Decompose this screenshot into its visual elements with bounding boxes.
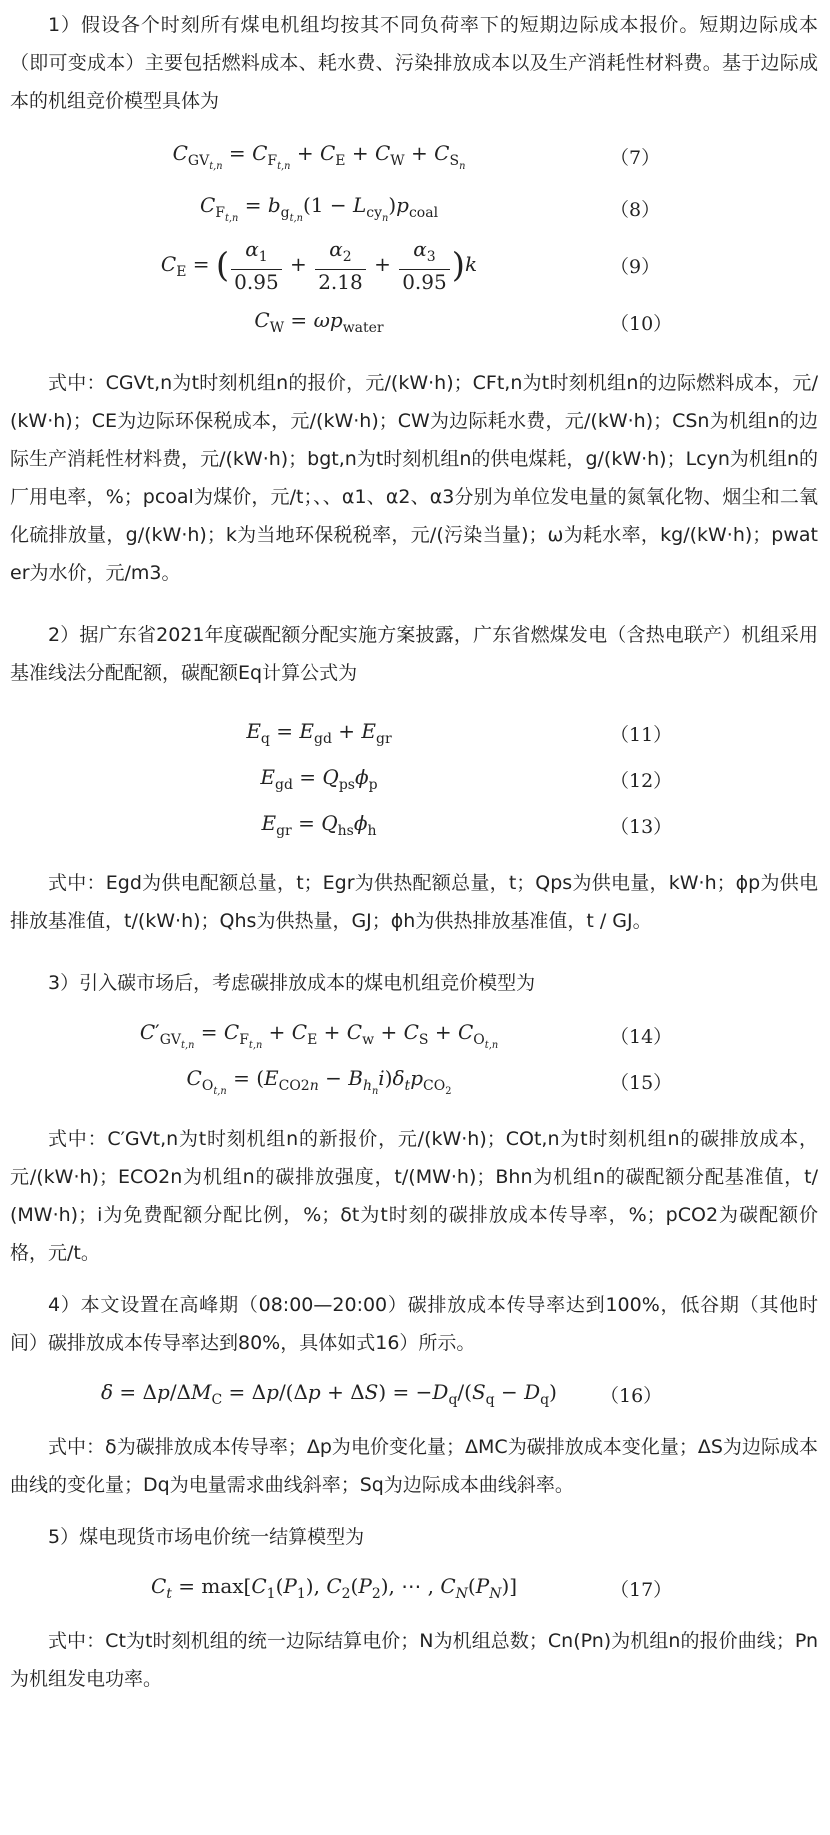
equation-group-2 — [10, 710, 818, 848]
equation-group-1 — [10, 130, 818, 348]
equation-16 — [10, 1370, 818, 1418]
equation-9-number: （9） — [610, 255, 661, 278]
equation-10-formula: $C_W = \omega p_{water}$ — [254, 308, 384, 336]
section-5-definitions: 式中：Ct为t时刻机组的统一边际结算电价；N为机组总数；Cn(Pn)为机组n的报价曲线；Pn为机组发电功率。 — [10, 1630, 818, 1690]
equation-10-number: （10） — [610, 312, 673, 335]
equation-8 — [10, 182, 818, 234]
equation-group-5 — [10, 1564, 818, 1612]
section-2-intro: 2）据广东省2021年度碳配额分配实施方案披露，广东省燃煤发电（含热电联产）机组采用基准线法分配配额，碳配额Eq计算公式为 — [10, 624, 818, 684]
equation-8-formula: $C_{F_{t,n}} = b_{g_{t,n}}(1 - L_{cy_n})p_{coal}$ — [199, 192, 439, 224]
equation-17 — [10, 1564, 818, 1612]
equation-7-number: （7） — [610, 146, 661, 169]
section-3-intro: 3）引入碳市场后，考虑碳排放成本的煤电机组竞价模型为 — [48, 972, 536, 994]
equation-16-number: （16） — [600, 1384, 663, 1407]
equation-12 — [10, 756, 818, 802]
equation-7 — [10, 130, 818, 182]
equation-13 — [10, 802, 818, 848]
equation-15 — [10, 1058, 818, 1104]
equation-13-formula: $E_{gr} = Q_{hs}\phi_h$ — [261, 811, 377, 839]
equation-8-number: （8） — [610, 198, 661, 221]
equation-group-3 — [10, 1012, 818, 1104]
section-4-definitions: 式中：δ为碳排放成本传导率；Δp为电价变化量；ΔMC为碳排放成本变化量；ΔS为边际成本曲线的变化量；Dq为电量需求曲线斜率；Sq为边际成本曲线斜率。 — [10, 1436, 818, 1496]
equation-9-formula: $C_E$ = ( $\frac{\alpha_1}{0.95}$ + $\frac{\alpha_2}{2.18}$ + $\frac{\alpha_3}{0.95}$ )k — [160, 236, 478, 294]
section-5-intro: 5）煤电现货市场电价统一结算模型为 — [48, 1526, 365, 1548]
equation-7-formula: $C_{GV_{t,n}} = C_{F_{t,n}} + C_E + C_W + C_{S_n}$ — [172, 140, 466, 172]
equation-14-number: （14） — [610, 1025, 673, 1048]
equation-17-formula: $C_t = \max[C_1(P_1)$, $C_2(P_2)$, ⋯ , $C_N(P_N)$] — [150, 1574, 518, 1602]
equation-11-number: （11） — [610, 723, 673, 746]
section-4-intro: 4）本文设置在高峰期（08:00—20:00）碳排放成本传导率达到100%，低谷期（其他时间）碳排放成本传导率达到80%，具体如式16）所示。 — [10, 1294, 818, 1354]
section-2-definitions: 式中：Egd为供电配额总量，t；Egr为供热配额总量，t；Qps为供电量，kW·h；ϕp为供电排放基准值，t/(kW·h)；Qhs为供热量，GJ；ϕh为供热排放基准值，t / GJ。 — [10, 872, 818, 932]
equation-group-4 — [10, 1370, 818, 1418]
section-3-definitions: 式中：C′GVt,n为t时刻机组n的新报价，元/(kW·h)；COt,n为t时刻机组n的碳排放成本，元/(kW·h)；ECO2n为机组n的碳排放强度，t/(MW·h)；Bhn为机组n的碳配额分配基准值，t/(MW·h)；i为免费配额分配比例，%；δt为t时刻的碳排放成本传导率，%；pCO2为碳配额价格，元/t。 — [10, 1128, 818, 1264]
equation-12-number: （12） — [610, 769, 673, 792]
equation-17-number: （17） — [610, 1578, 673, 1601]
section-1-definitions: 式中：CGVt,n为t时刻机组n的报价，元/(kW·h)；CFt,n为t时刻机组n的边际燃料成本，元/(kW·h)；CE为边际环保税成本，元/(kW·h)；CW为边际耗水费，元/(kW·h)；CSn为机组n的边际生产消耗性材料费，元/(kW·h)；bgt,n为t时刻机组n的供电煤耗，g/(kW·h)；Lcyn为机组n的厂用电率，%；pcoal为煤价，元/t；、、α1、α2、α3分别为单位发电量的氮氧化物、烟尘和二氧化硫排放量，g/(kW·h)；k为当地环保税税率，元/(污染当量)；ω为耗水率，kg/(kW·h)；pwater为水价，元/m3。 — [10, 372, 818, 584]
equation-9 — [10, 234, 818, 296]
equation-16-formula: $\delta = \Delta p/\Delta M_C = \Delta p/(\Delta p + \Delta S) = -D_q/(S_q - D_q)$ — [101, 1380, 557, 1408]
equation-14 — [10, 1012, 818, 1058]
equation-15-number: （15） — [610, 1071, 673, 1094]
equation-13-number: （13） — [610, 815, 673, 838]
equation-11 — [10, 710, 818, 756]
equation-12-formula: $E_{gd} = Q_{ps}\phi_p$ — [260, 765, 378, 793]
section-1-intro: 1）假设各个时刻所有煤电机组均按其不同负荷率下的短期边际成本报价。短期边际成本（即可变成本）主要包括燃料成本、耗水费、污染排放成本以及生产消耗性材料费。基于边际成本的机组竞价模型具体为 — [10, 14, 818, 112]
equation-10 — [10, 296, 818, 348]
equation-14-formula: $C'_{GV_{t,n}} = C_{F_{t,n}} + C_E + C_w + C_S + C_{O_{t,n}}$ — [139, 1019, 499, 1051]
equation-15-formula: $C_{O_{t,n}} = (E_{CO2n} - B_{h_n}i)\delta_tp_{CO_2}$ — [186, 1065, 452, 1097]
equation-11-formula: $E_q = E_{gd} + E_{gr}$ — [246, 719, 392, 747]
